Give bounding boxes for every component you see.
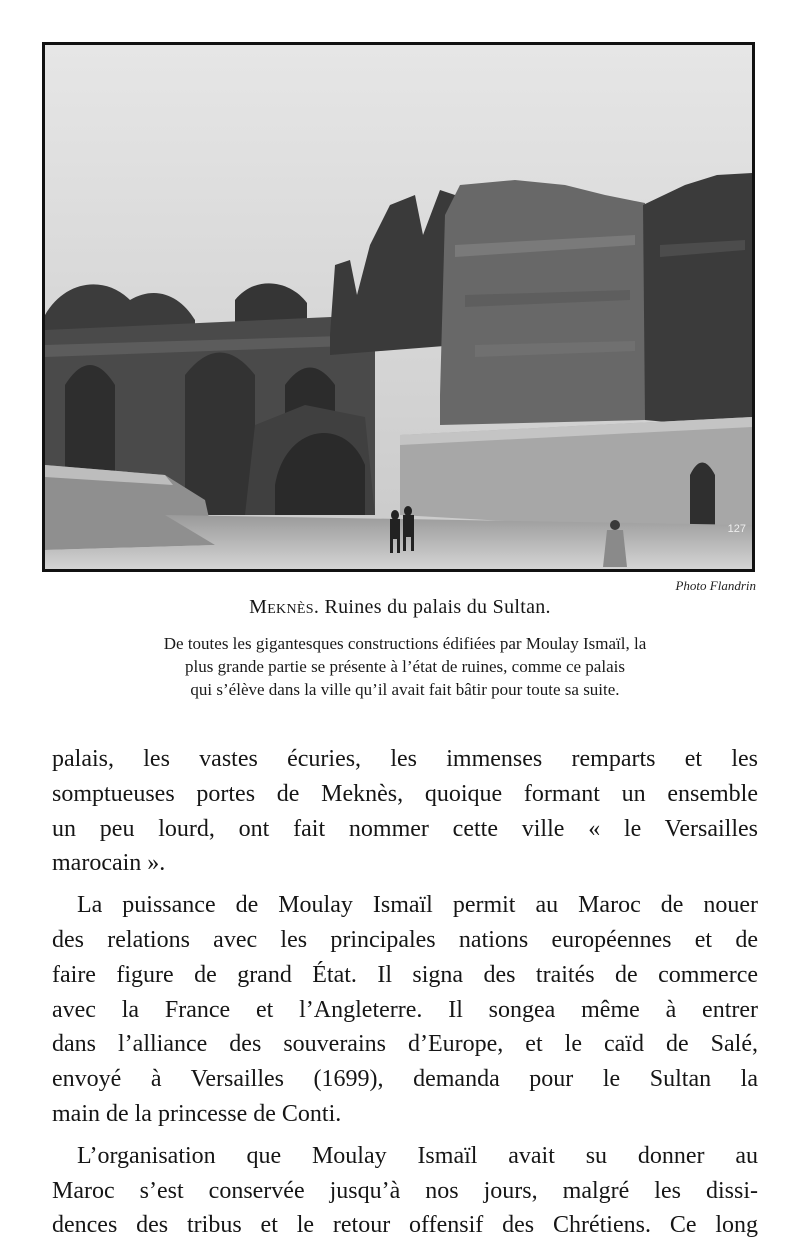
text-line: envoyé à Versailles (1699), demanda pour le Sultan la xyxy=(52,1066,758,1093)
photo-credit: Photo Flandrin xyxy=(675,578,756,593)
caption-description xyxy=(54,632,756,701)
text-line: dences des tribus et le retour offensif des Chrétiens. Ce long xyxy=(52,1212,758,1239)
text-line: dans l’alliance des souverains d’Europe, et le caïd de Salé, xyxy=(52,1031,758,1058)
text-line: palais, les vastes écuries, les immenses remparts et les xyxy=(52,746,758,772)
caption-line: qui s’élève dans la ville qu’il avait fait bâtir pour toute sa suite. xyxy=(190,680,620,699)
text-line: un peu lourd, ont fait nommer cette ville « le Versailles xyxy=(52,815,758,842)
text-line: faire figure de grand État. Il signa des traités de commerce xyxy=(52,961,758,988)
text-line: avec la France et l’Angleterre. Il songea même à entrer xyxy=(52,996,758,1023)
text-line: des relations avec les principales nations européennes et de xyxy=(52,926,758,953)
caption-line: plus grande partie se présente à l’état de ruines, comme ce palais xyxy=(185,657,625,676)
text-line: somptueuses portes de Meknès, quoique formant un ensemble xyxy=(52,780,758,807)
paragraph xyxy=(52,1139,758,1243)
body-text xyxy=(52,742,758,1243)
photograph xyxy=(42,42,755,572)
photo-plate-number: 127 xyxy=(727,523,746,535)
paragraph xyxy=(52,742,758,881)
text-line: La puissance de Moulay Ismaïl permit au Maroc de nouer xyxy=(77,892,758,919)
caption-title xyxy=(0,596,800,619)
text-line: marocain ». xyxy=(52,850,166,877)
text-line: main de la princesse de Conti. xyxy=(52,1100,342,1127)
paragraph xyxy=(52,888,758,1132)
caption-line: De toutes les gigantesques constructions édifiées par Moulay Ismaïl, la xyxy=(163,634,647,653)
caption-place: Meknès. xyxy=(249,596,320,618)
palace-ruins-illustration xyxy=(45,45,752,569)
text-line: L’organisation que Moulay Ismaïl avait su donner au xyxy=(77,1142,758,1169)
text-line: Maroc s’est conservée jusqu’à nos jours, malgré les dissi- xyxy=(52,1177,758,1204)
caption-heading: Ruines du palais du Sultan. xyxy=(324,596,551,618)
